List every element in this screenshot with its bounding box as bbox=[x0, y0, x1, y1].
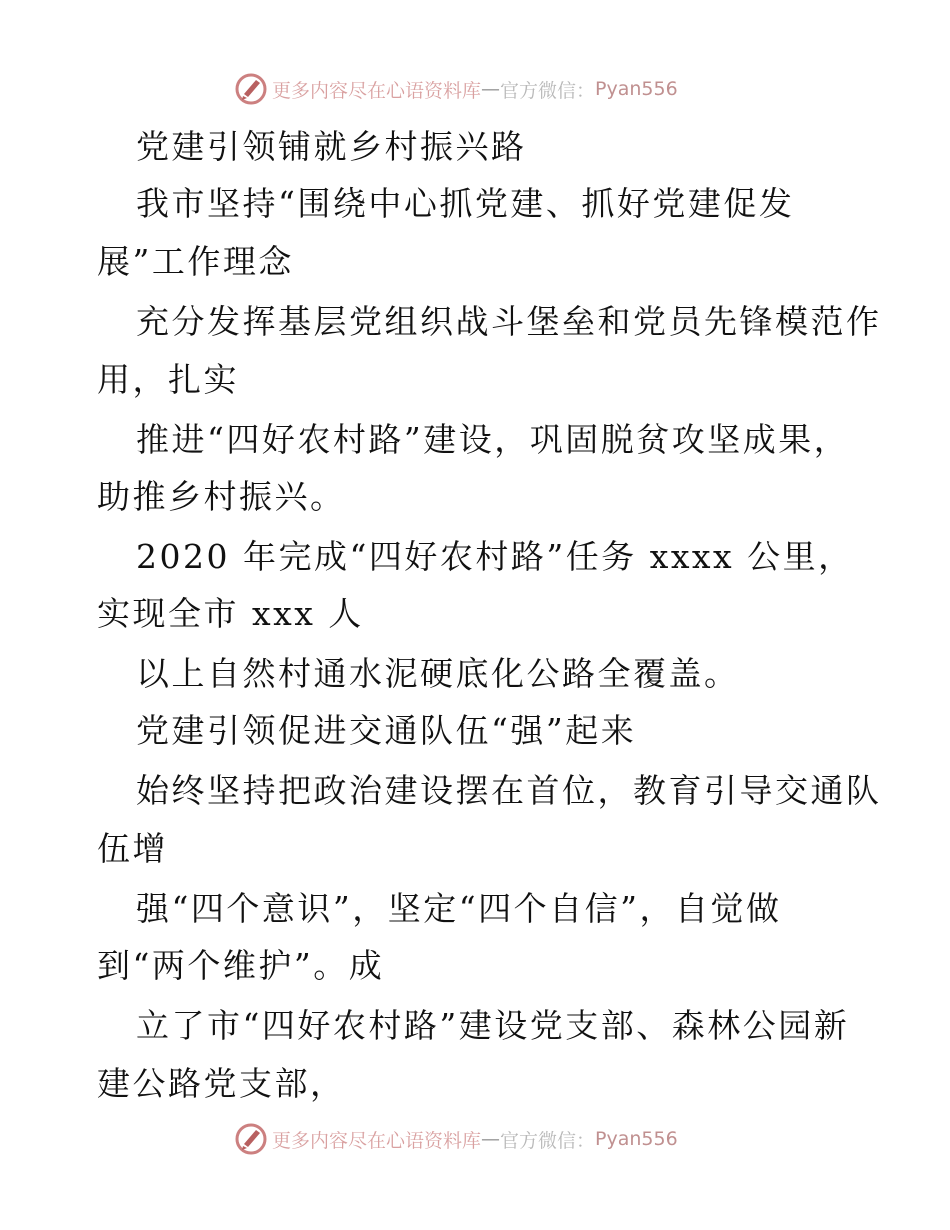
doc-line: 展”工作理念 bbox=[97, 242, 294, 281]
watermark-wechat-label: 官方微信： bbox=[500, 1129, 596, 1152]
doc-line: 建公路党支部， bbox=[97, 1064, 346, 1103]
doc-line: 2020 年完成“四好农村路”任务 xxxx 公里， bbox=[136, 537, 854, 576]
brush-logo-icon bbox=[234, 1122, 268, 1156]
watermark-separator: — bbox=[481, 1128, 501, 1150]
doc-line: 用，扎实 bbox=[97, 360, 239, 399]
watermark-separator: — bbox=[481, 78, 501, 100]
watermark-account: Pyan556 bbox=[595, 78, 678, 100]
doc-line: 强“四个意识”，坚定“四个自信”，自觉做 bbox=[136, 889, 782, 928]
watermark-main-text: 更多内容尽在心语资料库 bbox=[272, 79, 482, 102]
watermark-wechat-label: 官方微信： bbox=[500, 79, 596, 102]
doc-line: 我市坚持“围绕中心抓党建、抓好党建促发 bbox=[136, 184, 795, 223]
watermark-account: Pyan556 bbox=[595, 1128, 678, 1150]
doc-line: 党建引领促进交通队伍“强”起来 bbox=[136, 711, 637, 750]
doc-line: 助推乡村振兴。 bbox=[97, 477, 346, 516]
doc-line: 充分发挥基层党组织战斗堡垒和党员先锋模范作 bbox=[136, 302, 882, 341]
brush-logo-icon bbox=[234, 72, 268, 106]
watermark-main-text: 更多内容尽在心语资料库 bbox=[272, 1129, 482, 1152]
doc-line: 始终坚持把政治建设摆在首位，教育引导交通队 bbox=[136, 771, 882, 810]
doc-line: 立了市“四好农村路”建设党支部、森林公园新 bbox=[136, 1006, 850, 1045]
doc-line: 以上自然村通水泥硬底化公路全覆盖。 bbox=[136, 654, 740, 693]
doc-line: 实现全市 xxx 人 bbox=[97, 594, 364, 633]
doc-line: 推进“四好农村路”建设，巩固脱贫攻坚成果， bbox=[136, 420, 850, 459]
header-watermark bbox=[234, 71, 678, 107]
footer-watermark bbox=[234, 1121, 678, 1157]
doc-line: 党建引领铺就乡村振兴路 bbox=[136, 127, 527, 166]
doc-line: 到“两个维护”。成 bbox=[97, 946, 385, 985]
doc-line: 伍增 bbox=[97, 829, 168, 868]
